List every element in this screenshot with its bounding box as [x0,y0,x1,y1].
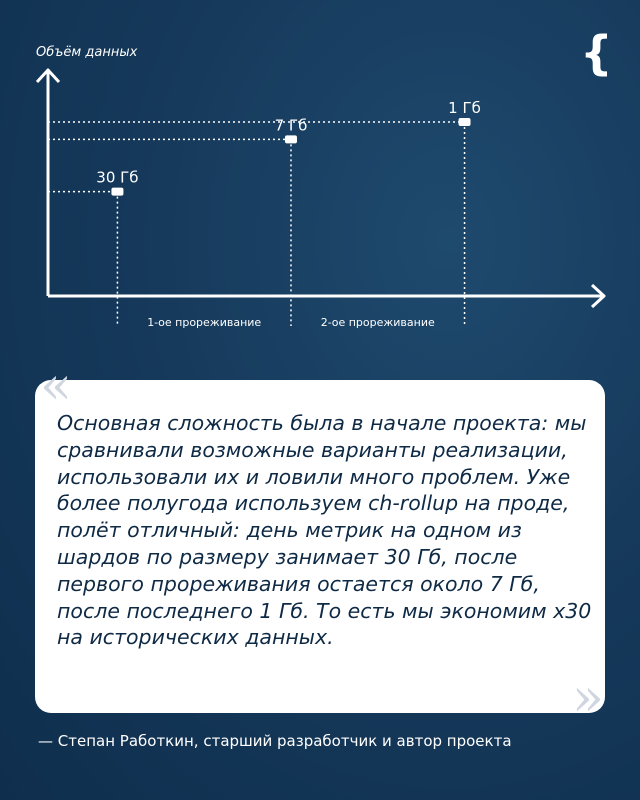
data-point [459,118,471,126]
brace-logo-icon: { [580,26,613,80]
quote-close-mark: » [572,668,604,728]
data-label: 1 Гб [448,99,481,117]
data-label: 7 Гб [274,116,308,135]
quote-open-mark: « [40,356,72,416]
chart-labels [36,45,481,329]
y-axis-label: Объём данных [36,45,138,60]
author-caption: — Степан Работкин, старший разработчик и автор проекта [38,732,512,750]
interval-label: 2-ое прореживание [320,316,435,329]
chart [0,0,640,360]
data-point [285,135,297,143]
interval-label: 1-ое прореживание [147,316,262,329]
data-label: 30 Гб [96,168,139,187]
quote-text: Основная сложность была в начале проекта: мы сравнивали возможные варианты реализации, использовали их и ловили много проблем. Уже более полугода используем ch-rollup на проде, полёт отличный: день метрик на одном из шардов по размеру занимает 30 Гб, после первого прореживания остается около 7 Гб, после последнего 1 Гб. То есть мы экономим x30 на исторических данных. [57,411,592,650]
data-point [111,188,123,196]
